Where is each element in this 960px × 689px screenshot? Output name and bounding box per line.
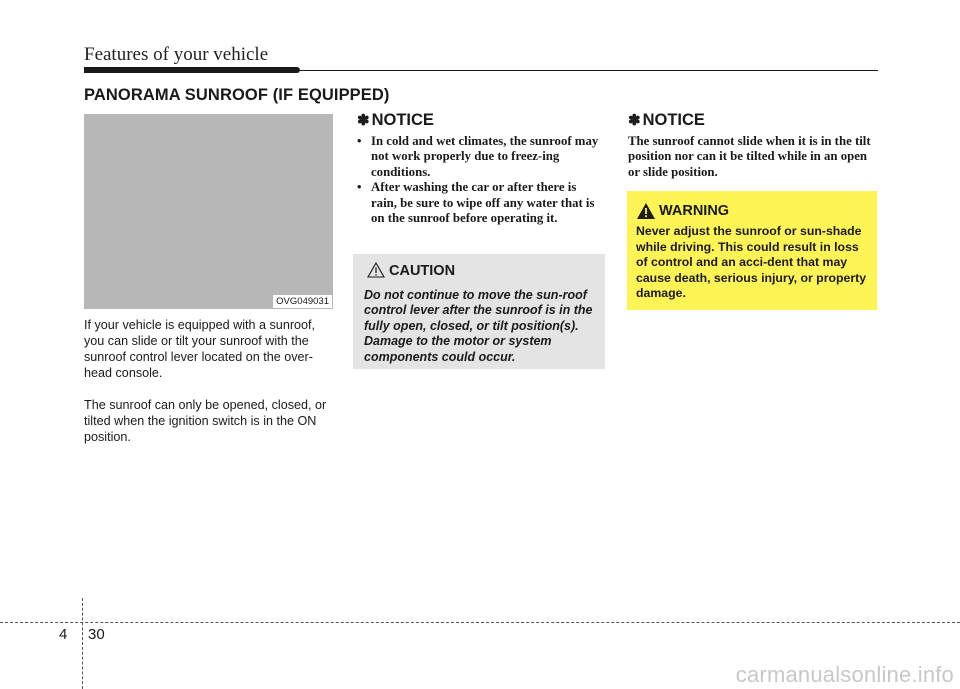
bullet: • (357, 134, 362, 148)
body-paragraph: If your vehicle is equipped with a sunroof, you can slide or tilt your sunroof with the sunroof control lever located on the over-head console. (84, 318, 316, 380)
notice-heading-label: NOTICE (371, 111, 434, 129)
page-number: 30 (88, 626, 105, 643)
list-item-text: After washing the car or after there is rain, be sure to wipe off any water that is on the sunroof before operating it. (371, 180, 595, 226)
notice-heading (628, 111, 705, 130)
list-item (357, 134, 605, 180)
warning-text: Never adjust the sunroof or sun-shade while driving. This could result in loss of control and an acci-dent that may cause death, serious injury, or property damage. (636, 224, 867, 301)
notice-heading (357, 111, 434, 130)
photo-code: OVG049031 (273, 295, 332, 308)
caution-text: Do not continue to move the sun-roof control lever after the sunroof is in the fully open, closed, or tilt position(s). Damage to the motor or system components could occur. (364, 288, 593, 364)
list-item-text: In cold and wet climates, the sunroof may not work properly due to freez-ing conditions. (371, 134, 599, 179)
warning-title: WARNING (659, 203, 730, 219)
notice-star-icon: ✽ (357, 112, 370, 129)
caution-triangle-icon (367, 262, 385, 278)
caution-box (353, 254, 605, 369)
bullet: • (357, 180, 362, 195)
warning-triangle-icon (636, 202, 656, 220)
watermark: carmanualsonline.info (735, 662, 954, 687)
notice-list (357, 134, 605, 226)
warning-box (627, 191, 877, 310)
sunroof-photo (84, 114, 333, 309)
page-header-title: Features of your vehicle (84, 44, 269, 65)
footer-vertical-divider (82, 598, 83, 689)
caution-title: CAUTION (389, 263, 456, 279)
body-paragraph: The sunroof can only be opened, closed, or tilted when the ignition switch is in the ON position. (84, 398, 327, 444)
notice-star-icon: ✽ (628, 112, 641, 129)
notice-text: The sunroof cannot slide when it is in the tilt position nor can it be tilted while in an open or slide position. (628, 134, 871, 179)
footer-divider (0, 622, 960, 623)
header-bar (84, 67, 300, 73)
section-title: PANORAMA SUNROOF (IF EQUIPPED) (84, 86, 390, 104)
chapter-number: 4 (59, 626, 68, 643)
header-rule (300, 70, 878, 71)
notice-heading-label: NOTICE (642, 111, 705, 129)
list-item (357, 180, 605, 226)
